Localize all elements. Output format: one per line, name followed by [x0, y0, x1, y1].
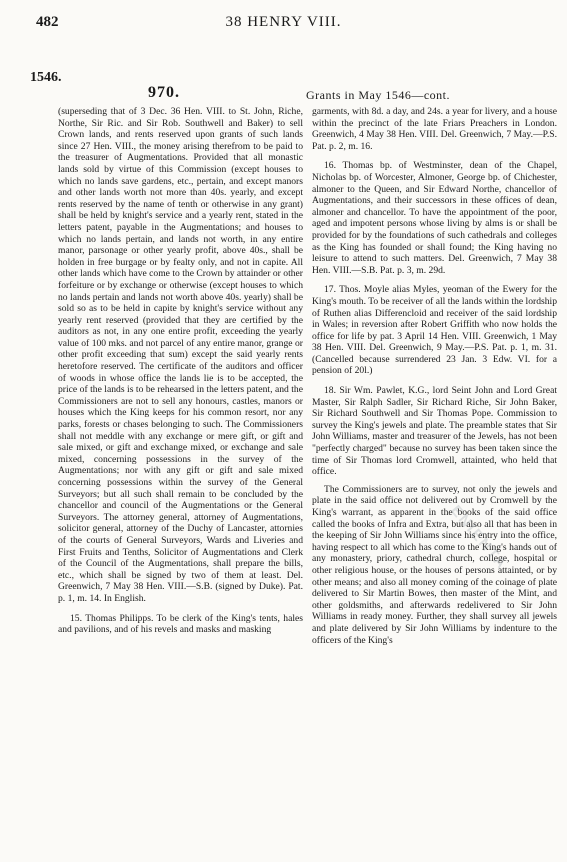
paragraph: The Commissioners are to survey, not only the jewels and plate in the said office not delivered out by Cromwell by the King's warrant, as apparent in the books of the said office called the books of Infra and Extra, but also all that has been in the keeping of Sir John Williams since his entry into the office, having respect to all which has come to the King's hands out of any monastery, priory, cathedral church, college, hospital or other religious house, or the houses of persons attainted, or by other means; and also all money coming of the coinage of plate delivered to Sir Martin Bowes, then master of the Mint, and other goldsmiths, and afterwards redelivered to Sir John Williams in ready money. Further, they shall survey all jewels and plate delivered by Sir John Williams by indenture to the officers of the King's — [312, 483, 557, 646]
paragraph: 17. Thos. Moyle alias Myles, yeoman of the Ewery for the King's mouth. To be receiver of all the lands within the lordship of Ruthen alias Differencloid and receiver of the said lordship in Wales; in reversion after Robert Griffith who now holds the office for life by pat. 3 April 14 Hen. VIII. Greenwich, 1 May 38 Hen. VIII. Del. Greenwich, 9 May.—P.S. Pat. p. 1, m. 31. (Cancelled because surrendered 23 Jan. 3 Edw. VI. for a pension of 20l.) — [312, 284, 557, 377]
grants-title: Grants in May 1546—cont. — [306, 88, 450, 102]
paragraph: 18. Sir Wm. Pawlet, K.G., lord Seint John and Lord Great Master, Sir Ralph Sadler, Sir Richard Riche, Sir John Baker, Sir Richard Southwell and Sir Thomas Pope. Commission to survey the King's jewels and plate. The preamble states that Sir John Williams, master and treasurer of the Jewels, has not been "perfectly charged" because no survey has been taken since the time of Sir Thomas lord Cromwell, attainted, who held that office. — [312, 385, 557, 478]
left-column — [58, 106, 303, 642]
paragraph: garments, with 8d. a day, and 24s. a year for livery, and a house within the precinct of the late Friars Preachers in London. Greenwich, 4 May 38 Hen. VIII. Del. Greenwich, 7 May.—P.S. Pat. p. 2, m. 16. — [312, 106, 557, 152]
watermark-text: ENIENTA — [447, 502, 511, 574]
paragraph: (superseding that of 3 Dec. 36 Hen. VIII. to St. John, Riche, Northe, Sir Ric. and Sir Rob. Southwell and Baker) to sell Crown lands, and rents reserved upon grants of such lands since 27 Hen. VIII., the money arising therefrom to be paid to the treasurer of Augmentations. Provided that all monastic lands sold by virtue of this Commission (except houses to which no lands save gardens, etc., pertain, and except manors and other lands worth not more than 40s. yearly, and except rents reserved by the name of tenth or otherwise in any grant) shall be held by knight's service and a yearly rent, stated in the letters patent, payable in the Augmentations; and houses to which no lands pertain, and lands not worth, in any entire manor, parsonage or other yearly profit, above 40s., shall be holden in free burgage or by fealty only, and not in capite. All other lands which have come to the Crown by attainder or other forfeiture or by exchange or otherwise (except houses to which no lands pertain and lands not worth above 40s. yearly) shall be sold so as to be held in capite by knight's service without any yearly rent reserved (provided that they are certified by the auditors as not, in any one entire profit, exceeding the yearly value of 100 mks. and not parcel of any entire manor, grange or other profit exceeding that sum) except the said yearly rents heretofore reserved. The certificate of the auditors and officer of woods in whose office the lands lie is to be accepted, the price of the lands is to be rehearsed in the letters patent, and the Commissioners are not to sell any honours, castles, manors or houses which the King keeps for his common resort, nor any parks, forests or chases belonging to such. The Commissioners shall not meddle with any exchange or mere gift, or gift and sale mixed, or gift and exchange mixed, or exchange and sale mixed, concerning possessions in the survey of the Augmentations; nor with any gift or gift and sale mixed concerning possessions within the survey of the General Surveyors; but all such shall remain to be concluded by the chancellor and council of the Augmentations or the General Surveyors. The attorney general, attorney of Augmentations, solicitor general, attorney of the Duchy of Lancaster, attornies of the courts of General Surveyors, Wards and Liveries and First Fruits and Tenths, Solicitor of Augmentations and Clerk of the Council of the Augmentations, shall prepare the bills, etc., which shall be signed by two of them at least. Del. Greenwich, 7 May 38 Hen. VIII.—S.B. (signed by Duke). Pat. p. 1, m. 14. In English. — [58, 106, 303, 604]
paragraph: 15. Thomas Philipps. To be clerk of the King's tents, hales and pavilions, and of his revels and masks and masking — [58, 612, 303, 636]
paragraph: 16. Thomas bp. of Westminster, dean of the Chapel, Nicholas bp. of Worcester, Almoner, George bp. of Chichester, almoner to the Queen, and Sir Edward Northe, chancellor of Augmentations, and their successors in these offices of dean, almoner and chancellor. To have the appointment of the poor, aged and impotent persons whose living by alms is or shall be provided for by the foundations of such cathedrals and colleges as the King has founded or shall found; the King having no leisure to attend to such matters. Del. Greenwich, 7 May 38 Hen. VIII.—S.B. Pat. p. 3, m. 29d. — [312, 160, 557, 276]
year-margin-note: 1546. — [30, 70, 62, 85]
page-number: 482 — [36, 14, 59, 30]
running-head: 38 HENRY VIII. — [225, 14, 342, 30]
entry-number: 970. — [148, 84, 180, 101]
